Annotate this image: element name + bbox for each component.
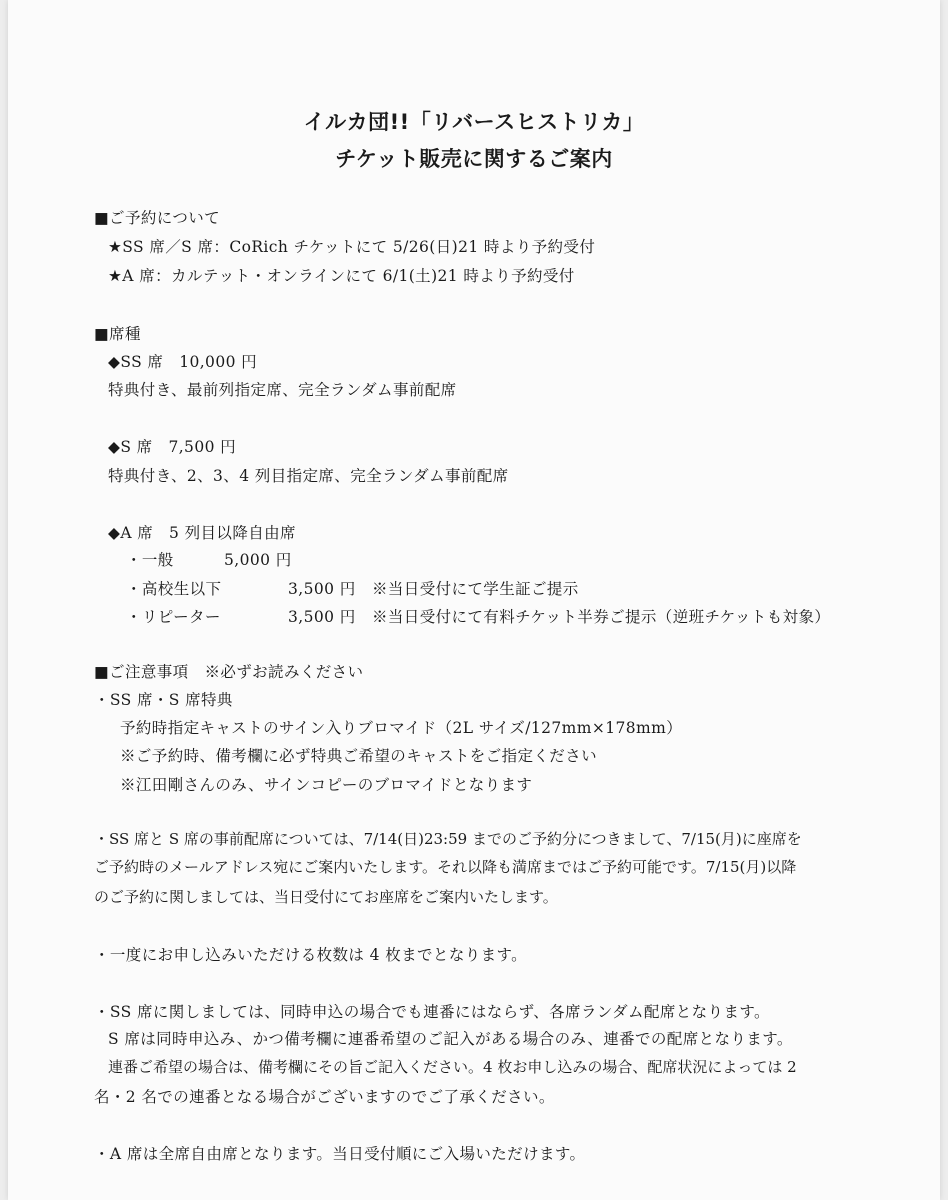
bonus-heading: ・SS 席・S 席特典 — [94, 691, 233, 709]
limit-note: ・一度にお申し込みいただける枚数は 4 枚までとなります。 — [94, 946, 528, 964]
assign-line-3: のご予約に関しましては、当日受付にてお座席をご案内いたします。 — [94, 888, 558, 906]
a-seat-item-note: ※当日受付にて有料チケット半券ご提示（逆班チケットも対象） — [372, 608, 831, 626]
document-subtitle: チケット販売に関するご案内 — [335, 147, 613, 171]
bonus-line-1: 予約時指定キャストのサイン入りブロマイド（2L サイズ/127mm×178mm） — [120, 719, 683, 737]
free-seating-note: ・A 席は全席自由席となります。当日受付順にご入場いただけます。 — [94, 1145, 586, 1163]
a-seat-item-price: 3,500 円 — [288, 608, 356, 626]
bonus-line-3: ※江田剛さんのみ、サインコピーのブロマイドとなります — [120, 776, 533, 794]
document-title: イルカ団!!「リバースヒストリカ」 — [303, 110, 645, 134]
assign-line-1: ・SS 席と S 席の事前配席については、7/14(日)23:59 までのご予約分につきまして、7/15(月)に座席を — [94, 830, 802, 848]
seats-heading: ■席種 — [94, 325, 141, 343]
a-seat-item-label: ・高校生以下 — [126, 580, 222, 598]
consecutive-line-2: S 席は同時申込み、かつ備考欄に連番希望のご記入がある場合のみ、連番での配席となります。 — [108, 1030, 793, 1048]
consecutive-line-1: ・SS 席に関しましては、同時申込の場合でも連番にはならず、各席ランダム配席となります。 — [94, 1003, 770, 1021]
a-seat-title: ◆A 席 5 列目以降自由席 — [108, 524, 296, 542]
ss-seat-title: ◆SS 席 10,000 円 — [108, 353, 258, 371]
consecutive-line-3: 連番ご希望の場合は、備考欄にその旨ご記入ください。4 枚お申し込みの場合、配席状況によっては 2 — [108, 1058, 797, 1076]
a-seat-item-note: ※当日受付にて学生証ご提示 — [372, 580, 579, 598]
notes-heading: ■ご注意事項 ※必ずお読みください — [94, 663, 364, 681]
a-seat-item-label: ・一般 — [126, 551, 174, 569]
ss-seat-desc: 特典付き、最前列指定席、完全ランダム事前配席 — [108, 381, 457, 399]
consecutive-line-4: 名・2 名での連番となる場合がございますのでご了承ください。 — [94, 1088, 555, 1106]
reservation-a: ★A 席：カルテット・オンラインにて 6/1(土)21 時より予約受付 — [108, 267, 575, 285]
s-seat-title: ◆S 席 7,500 円 — [108, 438, 237, 456]
a-seat-item-price: 5,000 円 — [224, 551, 292, 569]
reservation-heading: ■ご予約について — [94, 209, 221, 227]
s-seat-desc: 特典付き、2、3、4 列目指定席、完全ランダム事前配席 — [108, 467, 509, 485]
reservation-ss-s: ★SS 席／S 席：CoRich チケットにて 5/26(日)21 時より予約受付 — [108, 238, 596, 256]
bonus-line-2: ※ご予約時、備考欄に必ず特典ご希望のキャストをご指定ください — [120, 747, 598, 765]
assign-line-2: ご予約時のメールアドレス宛にご案内いたします。それ以降も満席まではご予約可能です。7/15(月)以降 — [94, 858, 797, 876]
a-seat-item-label: ・リピーター — [126, 608, 221, 626]
a-seat-item-price: 3,500 円 — [288, 580, 356, 598]
